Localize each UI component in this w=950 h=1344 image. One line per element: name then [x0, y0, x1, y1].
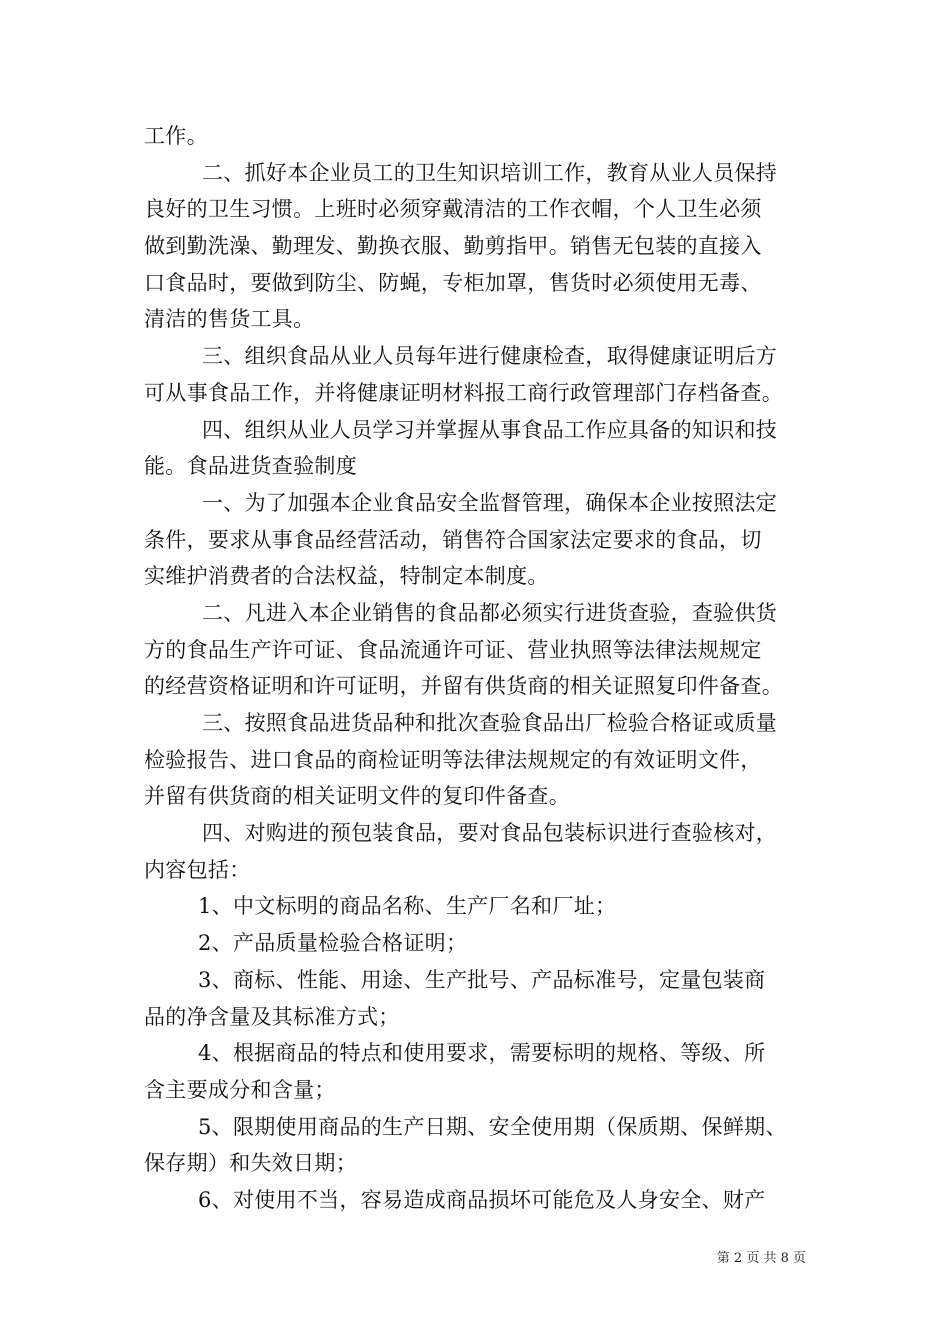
text-line: 做到勤洗澡、勤理发、勤换衣服、勤剪指甲。销售无包装的直接入 [144, 234, 762, 259]
text-line: 方的食品生产许可证、食品流通许可证、营业执照等法律法规规定 [144, 637, 762, 662]
text-line: 5、限期使用商品的生产日期、安全使用期（保质期、保鲜期、 [198, 1114, 787, 1139]
text-line: 清洁的售货工具。 [144, 307, 315, 332]
text-line: 二、抓好本企业员工的卫生知识培训工作，教育从业人员保持 [202, 160, 778, 185]
text-line: 实维护消费者的合法权益，特制定本制度。 [144, 564, 549, 589]
text-line: 四、组织从业人员学习并掌握从事食品工作应具备的知识和技 [202, 417, 778, 442]
text-line: 良好的卫生习惯。上班时必须穿戴清洁的工作衣帽，个人卫生必须 [144, 197, 762, 222]
text-line: 四、对购进的预包装食品，要对食品包装标识进行查验核对， [202, 821, 778, 846]
text-line: 1、中文标明的商品名称、生产厂名和厂址； [198, 894, 617, 919]
text-line: 含主要成分和含量； [144, 1077, 336, 1102]
text-line: 三、组织食品从业人员每年进行健康检查，取得健康证明后方 [202, 344, 778, 369]
text-line: 三、按照食品进货品种和批次查验食品出厂检验合格证或质量 [202, 711, 778, 735]
text-line: 3、商标、性能、用途、生产批号、产品标准号，定量包装商 [198, 967, 766, 992]
text-line: 的经营资格证明和许可证明，并留有供货商的相关证照复印件备查。 [144, 674, 783, 699]
text-line: 检验报告、进口食品的商检证明等法律法规规定的有效证明文件， [144, 747, 762, 772]
text-line: 一、为了加强本企业食品安全监督管理，确保本企业按照法定 [202, 490, 778, 515]
document-body [144, 118, 809, 1219]
text-line: 品的净含量及其标准方式； [144, 1004, 400, 1029]
text-line: 内容包括： [144, 857, 251, 882]
text-line: 条件，要求从事食品经营活动，销售符合国家法定要求的食品，切 [144, 527, 762, 552]
text-line: 二、凡进入本企业销售的食品都必须实行进货查验，查验供货 [202, 600, 778, 625]
text-line: 6、对使用不当，容易造成商品损坏可能危及人身安全、财产 [198, 1187, 766, 1212]
text-line: 能。食品进货查验制度 [144, 454, 357, 479]
text-line: 可从事食品工作，并将健康证明材料报工商行政管理部门存档备查。 [144, 380, 783, 405]
text-line: 保存期）和失效日期； [144, 1151, 357, 1176]
text-line: 工作。 [144, 124, 208, 148]
text-line: 口食品时，要做到防尘、防蝇，专柜加罩，售货时必须使用无毒、 [144, 270, 762, 295]
text-line: 2、产品质量检验合格证明； [198, 931, 468, 956]
text-line: 4、根据商品的特点和使用要求，需要标明的规格、等级、所 [198, 1041, 766, 1066]
text-line: 并留有供货商的相关证明文件的复印件备查。 [144, 784, 570, 809]
page-number-footer: 第 2 页 共 8 页 [716, 1251, 806, 1266]
